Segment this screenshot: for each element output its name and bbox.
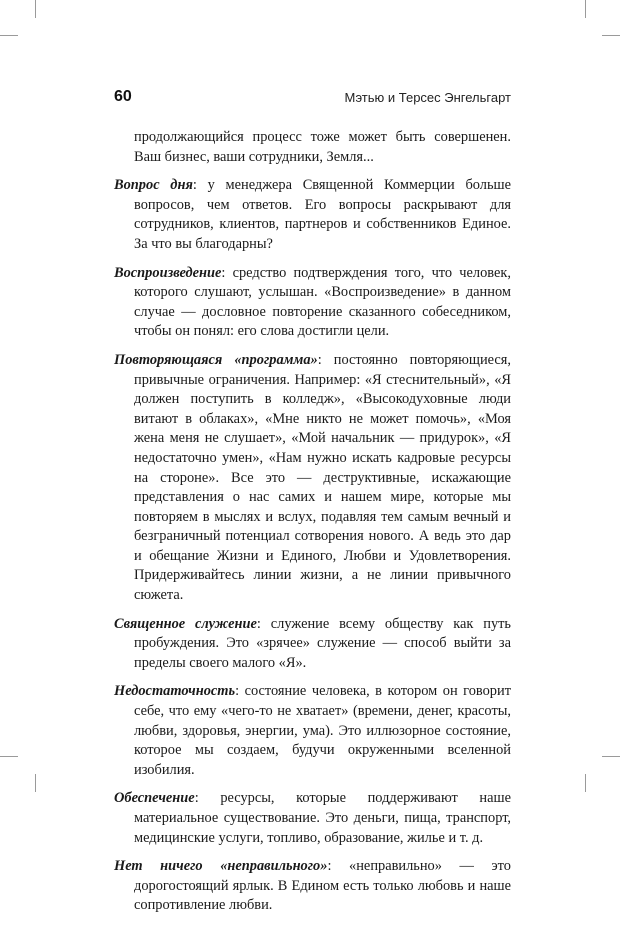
crop-mark-bottom-left-horizontal bbox=[0, 756, 18, 757]
page-number: 60 bbox=[114, 88, 132, 105]
page-content bbox=[114, 128, 511, 925]
crop-mark-bottom-right-horizontal bbox=[602, 756, 620, 757]
entry-text: : средство подтверждения того, что человек, которого слушают, услышан. «Воспроизведение» в данном случае — дословное повторение сказанного собеседником, чтобы он понял: его слова достигли цели. bbox=[134, 264, 511, 340]
crop-mark-top-left-vertical bbox=[35, 0, 36, 18]
entry-text: : состояние человека, в котором он говорит себе, что ему «чего-то не хватает» (времени, денег, красоты, любви, здоровья, энергии, ума). Это иллюзорное состояние, которое мы создаем, будучи окруженными вселенной изобилия. bbox=[134, 683, 511, 778]
entry-term: Вопрос дня bbox=[114, 177, 193, 194]
entry-term: Священное служение bbox=[114, 615, 257, 632]
entry-term: Обеспечение bbox=[114, 790, 195, 807]
crop-mark-bottom-left-vertical bbox=[35, 774, 36, 792]
crop-mark-top-right-horizontal bbox=[602, 35, 620, 36]
running-head: Мэтью и Терсес Энгельгарт bbox=[344, 90, 511, 105]
entry-term: Недостаточность bbox=[114, 683, 236, 700]
glossary-entry bbox=[114, 264, 511, 342]
entry-term: Нет ничего «неправильного» bbox=[114, 858, 328, 875]
glossary-entry bbox=[114, 351, 511, 606]
page-header bbox=[114, 88, 511, 108]
glossary-entry bbox=[114, 176, 511, 254]
glossary-entry bbox=[114, 857, 511, 916]
crop-mark-top-left-horizontal bbox=[0, 35, 18, 36]
glossary-entry bbox=[114, 128, 511, 167]
entry-text: : постоянно повторяющиеся, привычные ограничения. Например: «Я стеснительный», «Я должен поступить в колледж», «Высокодуховные люди витают в облаках», «Мне никто не может помочь», «Моя жена меня не слушает», «Мой начальник — придурок», «Я недостаточно умен», «Нам нужно искать кадровые ресурсы на стороне». Все это — деструктивные, искажающие представления о нас самих и нашем мире, которые мы повторяем в мыслях и вслух, подавляя тем самым вечный и безграничный потенциал сотворения нового. А ведь это дар и обещание Жизни и Единого, Любви и Удовлетворения. Придерживайтесь линии жизни, а не линии привычного сюжета. bbox=[134, 351, 511, 604]
glossary-entry bbox=[114, 682, 511, 780]
entry-text: : служение всему обществу как путь пробуждения. Это «зрячее» служение — способ выйти за пределы своего малого «Я». bbox=[134, 615, 511, 671]
entry-text: : «неправильно» — это дорогостоящий ярлык. В Едином есть только любовь и наше сопротивление любви. bbox=[134, 858, 511, 914]
entry-term: Повторяющаяся «программа» bbox=[114, 351, 318, 368]
glossary-entry bbox=[114, 789, 511, 848]
entry-term: Воспроизведение bbox=[114, 264, 222, 281]
entry-text: : у менеджера Священной Коммерции больше вопросов, чем ответов. Его вопросы раскрывают для сотрудников, клиентов, партнеров и собственников Единое. За что вы благодарны? bbox=[134, 177, 511, 252]
entry-text: : ресурсы, которые поддерживают наше материальное существование. Это деньги, пища, транспорт, медицинские услуги, топливо, образование, жилье и т. д. bbox=[134, 790, 511, 846]
glossary-entry bbox=[114, 615, 511, 674]
crop-mark-bottom-right-vertical bbox=[585, 774, 586, 792]
crop-mark-top-right-vertical bbox=[585, 0, 586, 18]
entry-text: продолжающийся процесс тоже может быть совершенен. Ваш бизнес, ваши сотрудники, Земля... bbox=[134, 129, 511, 165]
